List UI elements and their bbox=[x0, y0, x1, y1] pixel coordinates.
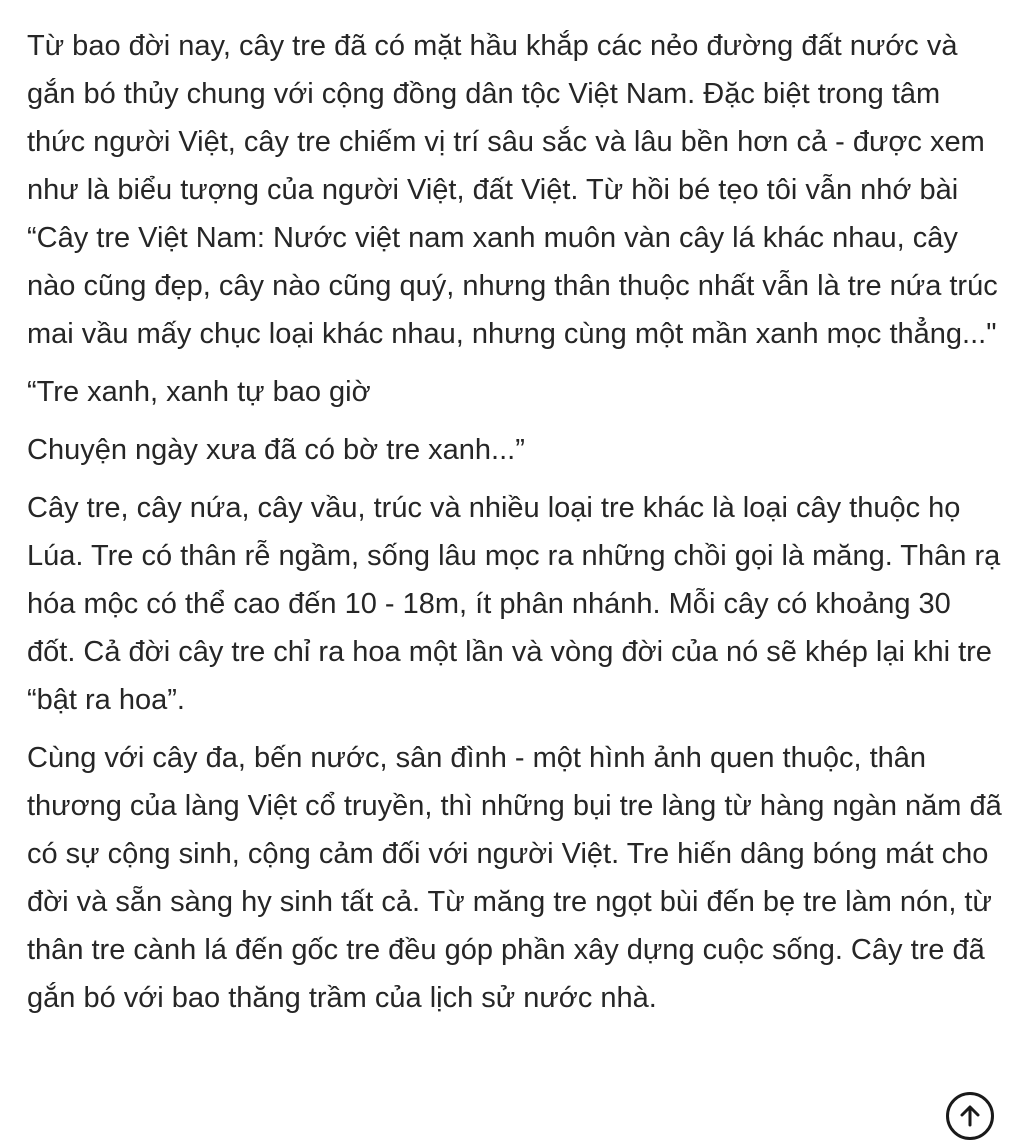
arrow-up-circle-icon bbox=[957, 1103, 983, 1129]
paragraph-botany: Cây tre, cây nứa, cây vầu, trúc và nhiều loại tre khác là loại cây thuộc họ Lúa. Tre có thân rễ ngầm, sống lâu mọc ra những chồi gọi là măng. Thân rạ hóa mộc có thể cao đến 10 - 18m, ít phân nhánh. Mỗi cây có khoảng 30 đốt. Cả đời cây tre chỉ ra hoa một lần và vòng đời của nó sẽ khép lại khi tre “bật ra hoa”. bbox=[27, 492, 1001, 716]
article-body bbox=[27, 22, 1002, 1032]
paragraph-culture: Cùng với cây đa, bến nước, sân đình - một hình ảnh quen thuộc, thân thương của làng Việt cổ truyền, thì những bụi tre làng từ hàng ngàn năm đã có sự cộng sinh, cộng cảm đối với người Việt. Tre hiến dâng bóng mát cho đời và sẵn sàng hy sinh tất cả. Từ măng tre ngọt bùi đến bẹ tre làm nón, từ thân tre cành lá đến gốc tre đều góp phần xây dựng cuộc sống. Cây tre đã gắn bó với bao thăng trầm của lịch sử nước nhà. bbox=[27, 742, 1002, 1014]
poem-line-1: “Tre xanh, xanh tự bao giờ bbox=[27, 376, 371, 408]
paragraph-intro: Từ bao đời nay, cây tre đã có mặt hầu khắp các nẻo đường đất nước và gắn bó thủy chung với cộng đồng dân tộc Việt Nam. Đặc biệt trong tâm thức người Việt, cây tre chiếm vị trí sâu sắc và lâu bền hơn cả - được xem như là biểu tượng của người Việt, đất Việt. Từ hồi bé tẹo tôi vẫn nhớ bài “Cây tre Việt Nam: Nước việt nam xanh muôn vàn cây lá khác nhau, cây nào cũng đẹp, cây nào cũng quý, nhưng thân thuộc nhất vẫn là tre nứa trúc mai vầu mấy chục loại khác nhau, nhưng cùng một mần xanh mọc thẳng..." bbox=[27, 30, 998, 350]
poem-line-2: Chuyện ngày xưa đã có bờ tre xanh...” bbox=[27, 434, 525, 466]
scroll-to-top-button[interactable] bbox=[946, 1092, 994, 1140]
